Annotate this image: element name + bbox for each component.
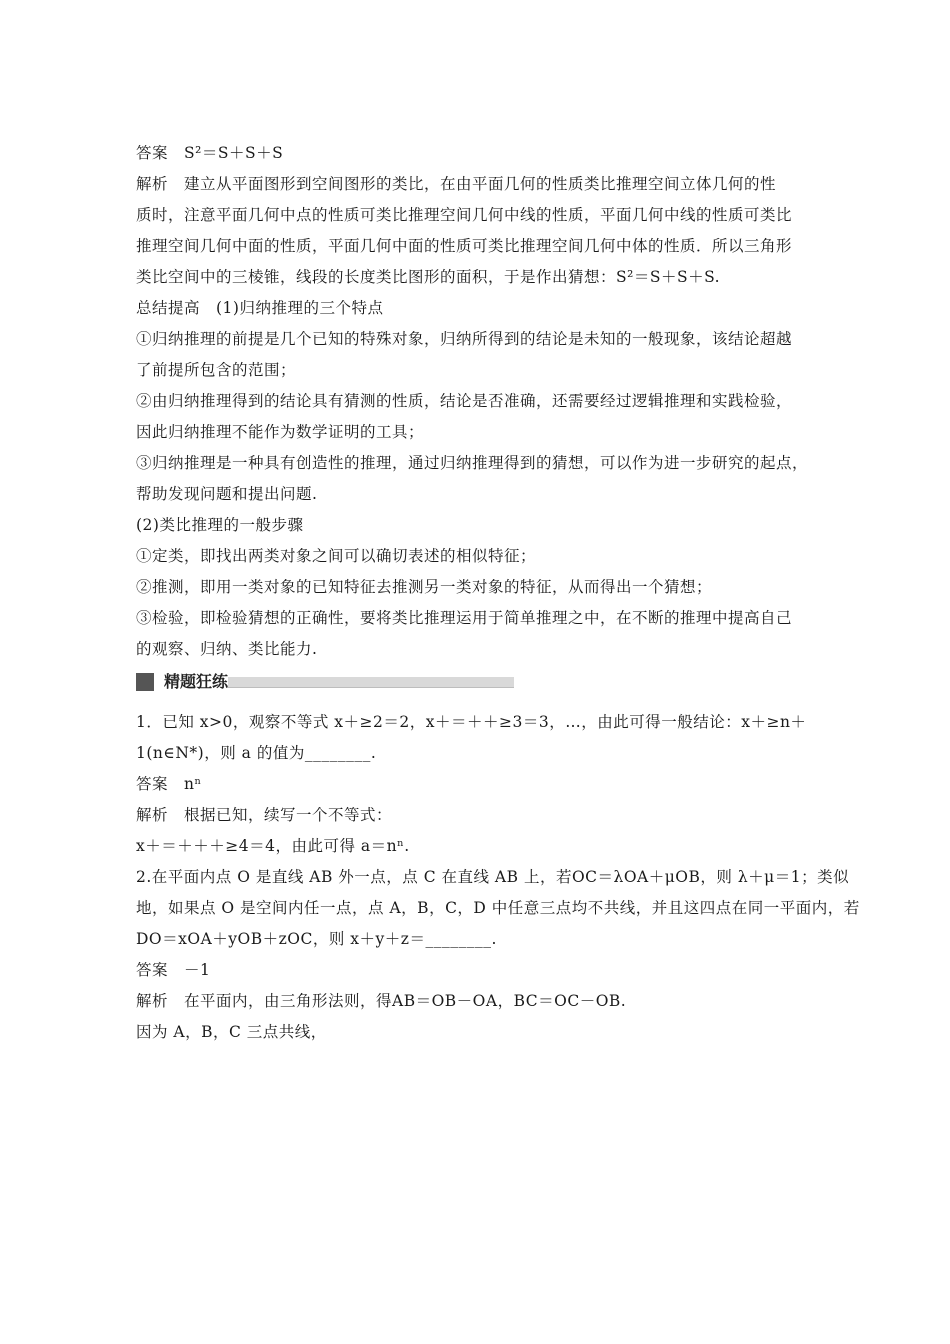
text-line: (2)类比推理的一般步骤 — [136, 516, 304, 534]
text-line: ①归纳推理的前提是几个已知的特殊对象，归纳所得到的结论是未知的一般现象，该结论超越 — [136, 330, 793, 348]
text-line: 解析 根据已知，续写一个不等式： — [136, 806, 393, 824]
text-line: ①定类，即找出两类对象之间可以确切表述的相似特征； — [136, 547, 537, 565]
text-line: ②推测，即用一类对象的已知特征去推测另一类对象的特征，从而得出一个猜想； — [136, 578, 713, 596]
text-line: ③检验，即检验猜想的正确性，要将类比推理运用于简单推理之中，在不断的推理中提高自己 — [136, 609, 793, 627]
text-block-top — [136, 138, 826, 665]
text-line: 因为 A，B，C 三点共线， — [136, 1023, 327, 1041]
section-rule — [228, 677, 514, 688]
text-line: ②由归纳推理得到的结论具有猜测的性质，结论是否准确，还需要经过逻辑推理和实践检验， — [136, 392, 793, 410]
text-line: 类比空间中的三棱锥，线段的长度类比图形的面积，于是作出猜想：S²＝S＋S＋S. — [136, 268, 721, 286]
text-line: 1(n∈N*)，则 a 的值为________. — [136, 744, 377, 762]
section-square-icon — [136, 673, 154, 691]
text-line: 的观察、归纳、类比能力. — [136, 640, 318, 658]
text-line: 2.在平面内点 O 是直线 AB 外一点，点 C 在直线 AB 上，若OC＝λOA＋μOB，则 λ＋μ＝1；类似 — [136, 868, 850, 886]
text-line: 了前提所包含的范围； — [136, 361, 297, 379]
text-line: DO＝xOA＋yOB＋zOC，则 x＋y＋z＝________. — [136, 930, 497, 948]
text-line: 总结提高 (1)归纳推理的三个特点 — [136, 299, 384, 317]
text-line: 解析 在平面内，由三角形法则，得AB＝OB－OA，BC＝OC－OB. — [136, 992, 627, 1010]
text-line: ③归纳推理是一种具有创造性的推理，通过归纳推理得到的猜想，可以作为进一步研究的起点， — [136, 454, 809, 472]
text-line: 解析 建立从平面图形到空间图形的类比，在由平面几何的性质类比推理空间立体几何的性 — [136, 175, 777, 193]
text-line: 推理空间几何中面的性质，平面几何中面的性质可类比推理空间几何中体的性质．所以三角形 — [136, 237, 793, 255]
text-line: 因此归纳推理不能作为数学证明的工具； — [136, 423, 425, 441]
text-line: x＋＝＋＋＋≥4＝4，由此可得 a＝nⁿ. — [136, 837, 410, 855]
text-line: 质时，注意平面几何中点的性质可类比推理空间几何中线的性质，平面几何中线的性质可类比 — [136, 206, 793, 224]
section-title: 精题狂练 — [164, 672, 229, 691]
text-block-bottom — [136, 707, 860, 1048]
text-line: 1．已知 x>0，观察不等式 x＋≥2＝2，x＋＝＋＋≥3＝3，…，由此可得一般结论：x＋≥n＋ — [136, 713, 807, 731]
document-page — [136, 138, 860, 1048]
text-line: 答案 nⁿ — [136, 775, 202, 793]
section-header — [136, 669, 826, 697]
text-line: 答案 S²＝S＋S＋S — [136, 144, 284, 162]
text-line: 地，如果点 O 是空间内任一点，点 A，B，C，D 中任意三点均不共线，并且这四点在同一平面内，若 — [136, 899, 860, 917]
text-line: 帮助发现问题和提出问题. — [136, 485, 318, 503]
text-line: 答案 －1 — [136, 961, 211, 979]
